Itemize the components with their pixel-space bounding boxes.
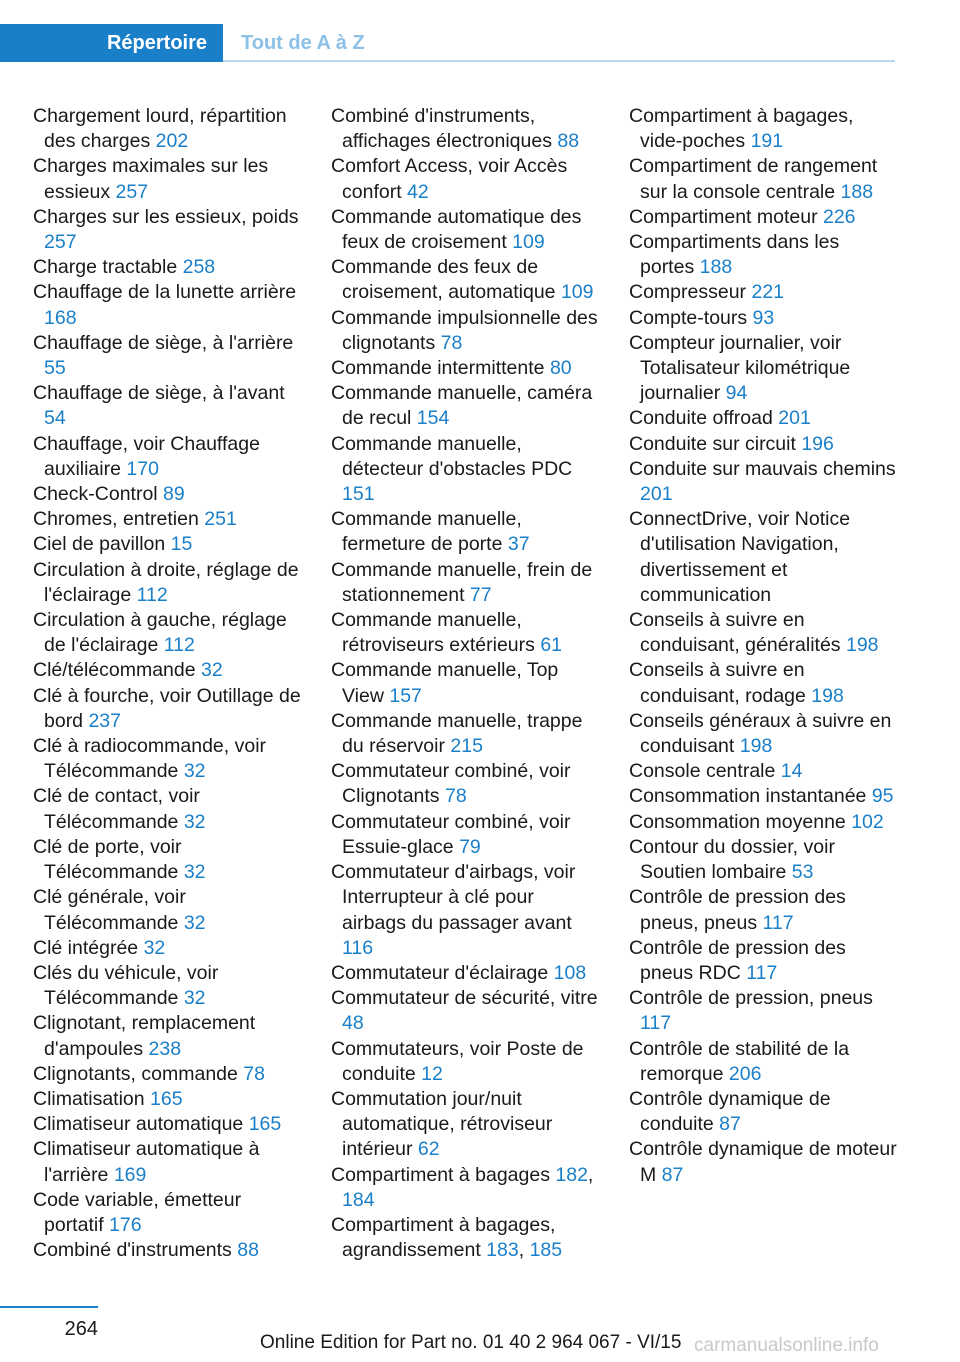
index-entry-text: Commande manuelle, caméra de recul [331, 382, 593, 430]
index-entry-text: Consommation moyenne [629, 810, 852, 833]
index-entry-text: Ciel de pavillon [33, 533, 171, 556]
index-entry-text: Compartiment à bagages [331, 1163, 556, 1186]
page-ref-link[interactable]: 238 [148, 1037, 182, 1060]
page-ref-link[interactable]: 196 [801, 432, 834, 455]
index-entry-text: Contrôle de pression des pneus, pneus [629, 886, 846, 934]
index-entry [629, 457, 897, 507]
index-entry-text: Compteur journalier, voir Totalisateur kilométrique journalier [629, 331, 851, 405]
page-ref-link[interactable]: 79 [459, 835, 481, 858]
page-ref-link[interactable]: 151 [342, 483, 375, 506]
index-entry-text: Chauffage de siège, à l'arrière [33, 331, 294, 354]
index-entry-text: Compartiment de rangement sur la console centrale [629, 155, 878, 203]
index-entry [629, 784, 897, 809]
index-entry [33, 936, 301, 961]
index-entry [33, 885, 301, 935]
index-entry [629, 658, 897, 708]
index-entry [629, 432, 897, 457]
index-entry-text: Charge tractable [33, 256, 183, 279]
page-ref-link[interactable]: 14 [780, 760, 803, 783]
index-entry [331, 986, 599, 1036]
index-entry [629, 810, 897, 835]
index-entry-text: Conduite offroad [629, 407, 779, 430]
index-entry-text: Contrôle dynamique de moteur M [629, 1138, 897, 1186]
page-ref-link[interactable]: 94 [725, 382, 748, 405]
page-ref-link[interactable]: 206 [728, 1062, 762, 1085]
index-entry-text: Commutation jour/nuit automatique, rétroviseur intérieur [331, 1087, 553, 1161]
page-number-rule [0, 1306, 98, 1308]
index-entry-text: Clés du véhicule, voir Télécommande [33, 961, 219, 1010]
index-entry [331, 104, 599, 154]
index-entry [629, 306, 897, 331]
index-entry [629, 104, 897, 154]
page-ref-link[interactable]: 77 [469, 583, 492, 606]
index-entry [33, 205, 301, 255]
index-entry-text: Contrôle dynamique de conduite [629, 1087, 831, 1136]
index-entry [33, 1112, 301, 1137]
index-entry [33, 658, 301, 683]
index-entry-text: Commande manuelle, Top View [331, 659, 559, 707]
index-entry-text: Commande manuelle, frein de stationnement [331, 558, 593, 606]
index-entry-text: Compartiment à bagages, vide-poches [629, 105, 854, 153]
index-entry-text: Contrôle de pression, pneus [629, 987, 873, 1010]
index-entry [629, 331, 897, 407]
index-entry-text: Compresseur [629, 281, 752, 304]
page-ref-link[interactable]: 182 [555, 1163, 588, 1186]
index-entry-text: Compartiment à bagages, agrandissement [331, 1213, 556, 1262]
page-ref-link[interactable]: 15 [170, 533, 193, 556]
index-entry [629, 608, 897, 658]
page-ref-link[interactable]: 78 [444, 785, 467, 808]
page-ref-link[interactable]: 112 [136, 583, 168, 606]
index-entry-text: Clé à fourche, voir Outillage de bord [33, 684, 301, 732]
index-entry-text: Compartiment moteur [629, 205, 823, 228]
index-entry-text: Chromes, entretien [33, 508, 205, 531]
index-entry [629, 709, 897, 759]
index-entry [629, 154, 897, 204]
page-ref-link[interactable]: 32 [183, 760, 206, 783]
page-ref-link[interactable]: 109 [512, 231, 545, 254]
page-ref-link[interactable]: 201 [640, 483, 673, 506]
index-entry [331, 709, 599, 759]
page-ref-link[interactable]: 12 [421, 1062, 443, 1085]
page-ref-link[interactable]: 95 [871, 785, 894, 808]
page-ref-link[interactable]: 55 [44, 357, 66, 380]
index-entry [331, 558, 599, 608]
index-tab-bar [0, 24, 895, 62]
page-ref-link[interactable]: 165 [248, 1113, 282, 1136]
page-ref-link[interactable]: 32 [183, 861, 206, 884]
index-entry [331, 255, 599, 305]
index-entry [331, 306, 599, 356]
index-entry-text: Clignotants, commande [33, 1062, 244, 1085]
index-column-3 [629, 104, 897, 1188]
index-entry-text: Chargement lourd, répartition des charges [33, 105, 287, 153]
index-entry-text: Climatisation [33, 1087, 151, 1110]
index-entry-text: ConnectDrive, voir Notice d'utilisation Navigation, divertissement et communication [629, 508, 851, 606]
index-entry [33, 1238, 301, 1263]
page-ref-link[interactable]: 112 [163, 634, 195, 657]
tab-tout-de-a-a-z[interactable]: Tout de A à Z [241, 32, 365, 54]
index-entry-text: Charges sur les essieux, poids [33, 205, 299, 228]
page-ref-link[interactable]: 168 [44, 306, 77, 329]
index-entry-text: Commutateur combiné, voir Essuie-glace [331, 810, 571, 858]
page-ref-link[interactable]: 109 [560, 281, 594, 304]
page-ref-link[interactable]: 78 [440, 331, 463, 354]
index-column-1 [33, 104, 301, 1263]
index-entry [33, 1062, 301, 1087]
index-entry [33, 507, 301, 532]
index-entry-text: Clignotant, remplacement d'ampoules [33, 1012, 256, 1060]
index-entry-text: Combiné d'instruments [33, 1239, 238, 1262]
index-entry-text: Consommation instantanée [629, 785, 872, 808]
index-entry [331, 860, 599, 961]
index-entry [629, 1137, 897, 1187]
index-entry-text: Clé de porte, voir Télécommande [33, 835, 184, 884]
index-entry [33, 255, 301, 280]
index-entry [629, 230, 897, 280]
index-entry-text: Clé générale, voir Télécommande [33, 886, 186, 934]
page-ref-link[interactable]: 93 [752, 306, 775, 329]
page-ref-link[interactable]: 221 [751, 281, 785, 304]
index-entry [629, 759, 897, 784]
index-entry-text: Commutateur d'airbags, voir Interrupteur à clé pour airbags du passager avant [331, 861, 576, 934]
index-entry [33, 1137, 301, 1187]
page-ref-link[interactable]: 251 [204, 508, 237, 531]
page-ref-link[interactable]: 169 [113, 1163, 147, 1186]
page-ref-link[interactable]: 198 [845, 634, 879, 657]
page-ref-link[interactable]: 32 [143, 936, 166, 959]
index-entry [331, 154, 599, 204]
index-entry-text: Commande manuelle, fermeture de porte [331, 508, 522, 556]
index-entry-text: Conduite sur circuit [629, 432, 802, 455]
index-entry [331, 759, 599, 809]
index-entry-text: Circulation à gauche, réglage de l'éclairage [33, 609, 287, 657]
index-entry-text: Clé/télécommande [33, 659, 201, 682]
index-entry-text: Commutateur combiné, voir Clignotants [331, 760, 571, 808]
page-ref-link[interactable]: 62 [417, 1138, 440, 1161]
index-entry [331, 608, 599, 658]
edition-note: Online Edition for Part no. 01 40 2 964 067 - VI/15 [260, 1332, 682, 1353]
index-entry [331, 507, 599, 557]
page-ref-link[interactable]: 32 [183, 810, 206, 833]
index-entry [33, 280, 301, 330]
page-ref-link[interactable]: 61 [540, 634, 563, 657]
index-entry [331, 356, 599, 381]
index-entry [33, 104, 301, 154]
index-entry [629, 986, 897, 1036]
index-entry-text: Commande intermittente [331, 357, 550, 380]
page-ref-link[interactable]: 183 [486, 1239, 519, 1262]
page-ref-link[interactable]: 237 [88, 709, 121, 732]
page-ref-link[interactable]: 191 [750, 130, 784, 153]
index-entry-text: Conduite sur mauvais chemins [629, 457, 896, 480]
index-entry [331, 658, 599, 708]
page-ref-link[interactable]: 154 [416, 407, 450, 430]
page-ref-link[interactable]: 117 [640, 1012, 672, 1035]
page-ref-link[interactable]: 80 [549, 357, 572, 380]
page-ref-link[interactable]: 37 [507, 533, 530, 556]
page-ref-link[interactable]: 108 [553, 961, 587, 984]
index-entry-text: Clé à radiocommande, voir Télécommande [33, 735, 267, 783]
index-entry [33, 381, 301, 431]
page-ref-link[interactable]: 88 [557, 130, 580, 153]
page-ref-link[interactable]: 87 [661, 1163, 684, 1186]
page-ref-link[interactable]: 184 [342, 1188, 375, 1211]
index-entry [629, 507, 897, 608]
index-entry-text: Commande manuelle, détecteur d'obstacles PDC [331, 432, 573, 480]
index-entry [33, 532, 301, 557]
index-entry-text: Commutateur de sécurité, vitre [331, 987, 598, 1010]
index-entry-text: Commande manuelle, trappe du réservoir [331, 709, 583, 758]
index-entry-text: Commande manuelle, rétroviseurs extérieurs [331, 609, 541, 657]
page-ref-link[interactable]: 170 [126, 457, 159, 480]
index-entry [33, 835, 301, 885]
index-entry-text: Commande des feux de croisement, automatique [331, 256, 561, 304]
index-entry [331, 961, 599, 986]
page-ref-link[interactable]: 215 [450, 735, 483, 758]
page-number: 264 [64, 1318, 98, 1340]
index-entry-text: Conseils généraux à suivre en conduisant [629, 709, 892, 758]
index-entry [331, 1037, 599, 1087]
index-entry [331, 381, 599, 431]
index-entry [33, 1011, 301, 1061]
index-entry: Compartiment à bagages 182, 184 [331, 1163, 594, 1211]
page-ref-link[interactable]: 198 [739, 735, 773, 758]
index-entry [629, 936, 897, 986]
index-entry-text: Commutateurs, voir Poste de conduite [331, 1037, 584, 1085]
page-ref-link[interactable]: 32 [183, 987, 206, 1010]
index-entry-text: Clé intégrée [33, 936, 144, 959]
page-ref-link[interactable]: 32 [183, 911, 206, 934]
index-entry [33, 608, 301, 658]
index-entry [629, 280, 897, 305]
index-entry-text: Comfort Access, voir Accès confort [331, 155, 568, 203]
page-ref-link[interactable]: 165 [150, 1087, 183, 1110]
tab-repertoire[interactable]: Répertoire [0, 24, 223, 62]
index-entry [331, 432, 599, 508]
page-ref-link[interactable]: 102 [851, 810, 884, 833]
page-ref-link[interactable]: 42 [407, 180, 429, 203]
index-entry-text: Conseils à suivre en conduisant, généralités [629, 609, 846, 657]
index-entry [33, 432, 301, 482]
index-entry [629, 1087, 897, 1137]
index-entry [33, 734, 301, 784]
page-ref-link[interactable]: 176 [109, 1213, 142, 1236]
page-ref-link[interactable]: 32 [201, 659, 223, 682]
index-entry-text: Climatiseur automatique [33, 1113, 249, 1136]
page-ref-link[interactable]: 226 [822, 205, 856, 228]
index-entry-text: Contour du dossier, voir Soutien lombaire [629, 835, 835, 884]
tab-divider [223, 60, 895, 62]
page-ref-link[interactable]: 88 [237, 1239, 259, 1262]
page-ref-link[interactable]: 157 [389, 684, 422, 707]
index-entry [629, 205, 897, 230]
index-entry-text: Circulation à droite, réglage de l'éclairage [33, 558, 299, 606]
index-entry [629, 406, 897, 431]
index-entry-text: Console centrale [629, 760, 781, 783]
index-entry [629, 835, 897, 885]
page-ref-link[interactable]: 78 [243, 1062, 265, 1085]
page-ref-link[interactable]: 198 [811, 684, 844, 707]
index-entry [33, 784, 301, 834]
index-entry [33, 154, 301, 204]
watermark: carmanualsonline.info [694, 1335, 879, 1356]
page-ref-link[interactable]: 257 [115, 180, 149, 203]
index-entry [331, 205, 599, 255]
index-entry-text: Conseils à suivre en conduisant, rodage [629, 659, 812, 707]
index-entry-text: Contrôle de pression des pneus RDC [629, 936, 846, 984]
page-ref-link[interactable]: 117 [762, 911, 794, 934]
index-entry [33, 482, 301, 507]
index-entry-text: Contrôle de stabilité de la remorque [629, 1037, 850, 1085]
page-ref-link[interactable]: 185 [529, 1239, 563, 1262]
page-ref-link[interactable]: 87 [719, 1113, 741, 1136]
index-entry-text: Charges maximales sur les essieux [33, 155, 269, 203]
index-entry [33, 331, 301, 381]
index-entry-text: Commutateur d'éclairage [331, 961, 554, 984]
page-ref-link[interactable]: 188 [699, 256, 733, 279]
index-entry [33, 684, 301, 734]
index-entry [331, 1087, 599, 1163]
page-ref-link[interactable]: 54 [44, 407, 66, 430]
index-entry-text: Chauffage de la lunette arrière [33, 281, 297, 304]
page-ref-link[interactable]: 53 [791, 861, 814, 884]
page-ref-link[interactable]: 258 [182, 256, 216, 279]
index-entry-text: Compartiments dans les portes [629, 231, 840, 279]
index-entry-text: Climatiseur automatique à l'arrière [33, 1138, 260, 1186]
index-entry-text: Chauffage de siège, à l'avant [33, 382, 285, 405]
page-ref-link[interactable]: 89 [163, 483, 185, 506]
index-entry [331, 810, 599, 860]
page-ref-link[interactable]: 48 [342, 1012, 364, 1035]
index-column-2 [331, 104, 599, 1263]
index-entry [629, 1037, 897, 1087]
index-entry [629, 885, 897, 935]
index-entry: Compartiment à bagages, agrandissement 183, 185 [331, 1213, 563, 1262]
page-ref-link[interactable]: 201 [778, 407, 811, 430]
index-entry-text: Chauffage, voir Chauffage auxiliaire [33, 432, 260, 480]
index-entry-text: Clé de contact, voir Télécommande [33, 785, 200, 833]
index-entry [33, 961, 301, 1011]
index-entry-text: Check-Control [33, 483, 164, 506]
index-entry-text: Commande impulsionnelle des clignotants [331, 306, 598, 354]
page-ref-link[interactable]: 117 [746, 961, 778, 984]
page-ref-link[interactable]: 202 [155, 130, 189, 153]
page-ref-link[interactable]: 257 [44, 231, 77, 254]
page-ref-link[interactable]: 188 [840, 180, 874, 203]
index-entry-text: Code variable, émetteur portatif [33, 1188, 242, 1236]
index-entry-text: Combiné d'instruments, affichages électroniques [331, 105, 558, 153]
index-entry-text: Commande automatique des feux de croisement [331, 205, 582, 254]
index-entry [33, 1188, 301, 1238]
index-entry [33, 558, 301, 608]
index-entry [33, 1087, 301, 1112]
page-ref-link[interactable]: 116 [342, 936, 374, 959]
index-entry-text: Compte-tours [629, 306, 753, 329]
